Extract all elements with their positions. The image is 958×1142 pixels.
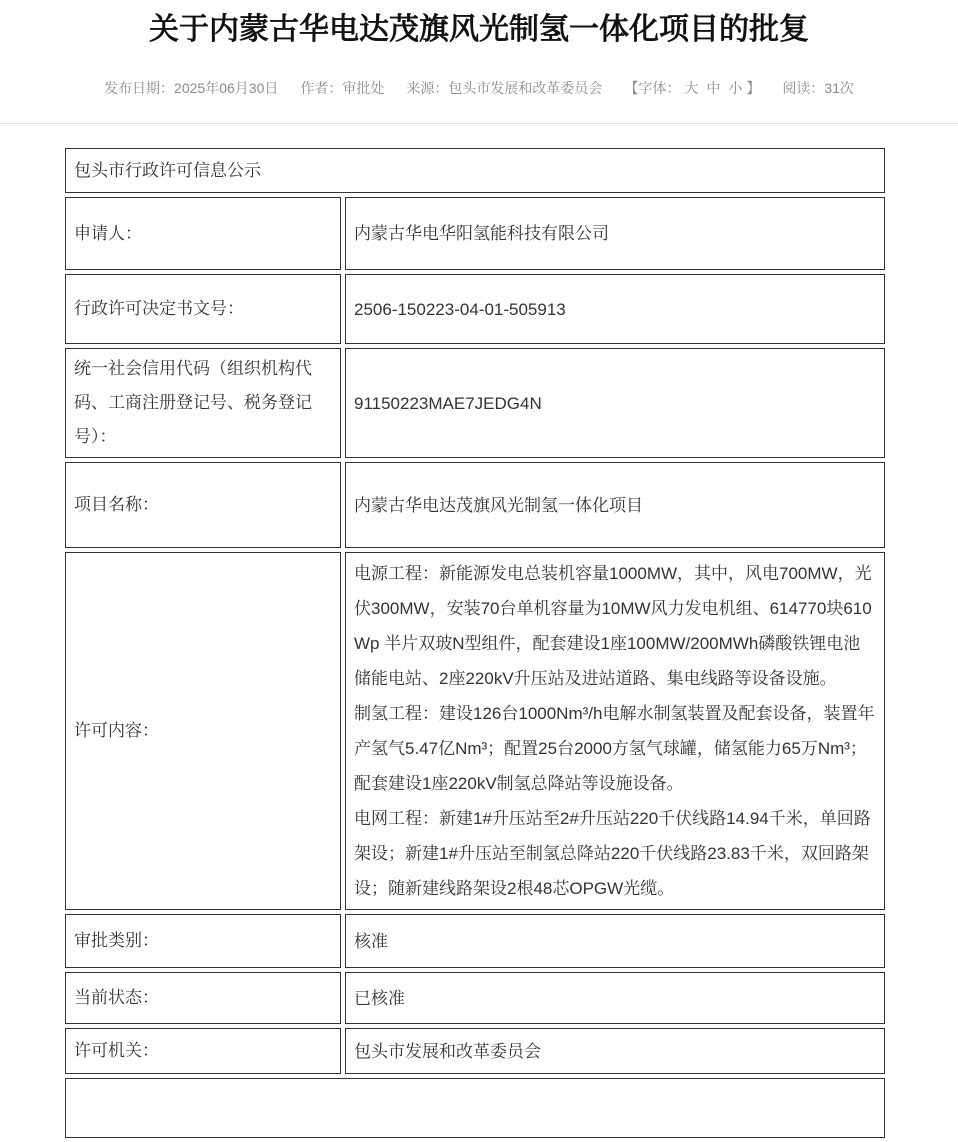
value-paragraph: 内蒙古华电华阳氢能科技有限公司 <box>354 224 609 243</box>
table-row <box>65 972 885 1024</box>
value-paragraph: 核准 <box>354 931 388 951</box>
row-value-cell <box>345 914 885 968</box>
row-label-cell: 许可内容： <box>65 552 341 910</box>
table-row <box>65 552 885 910</box>
row-value-cell <box>345 552 885 910</box>
font-size-large-link[interactable]: 大 <box>684 80 699 96</box>
row-value-cell <box>345 348 885 458</box>
row-label-cell: 许可机关： <box>65 1028 341 1074</box>
row-value-cell <box>345 1028 885 1074</box>
table-row <box>65 1028 885 1074</box>
source: 来源：包头市发展和改革委员会 <box>406 80 603 96</box>
value-paragraph: 电源工程：新能源发电总装机容量1000MW，其中，风电700MW，光伏300MW，安装70台单机容量为10MW风力发电机组、614770块610Wp 半片双玻N型组件，配套建设1座100MW/200MWh磷酸铁锂电池储能电站、2座220kV升压站及进站道路、集电线路等设备设施。 <box>354 564 872 688</box>
publish-date: 发布日期：2025年06月30日 <box>104 80 279 96</box>
font-size-small-link[interactable]: 小 <box>728 80 743 96</box>
row-label-cell: 项目名称： <box>65 462 341 548</box>
row-value-cell <box>345 462 885 548</box>
row-label-cell: 行政许可决定书文号： <box>65 274 341 344</box>
table-row <box>65 274 885 344</box>
value-paragraph: 包头市发展和改革委员会 <box>354 1041 541 1061</box>
row-value-cell <box>345 274 885 344</box>
table-row <box>65 914 885 968</box>
font-size-suffix: 】 <box>746 80 761 96</box>
page-title: 关于内蒙古华电达茂旗风光制氢一体化项目的批复 <box>149 13 809 46</box>
value-paragraph: 已核准 <box>354 988 405 1008</box>
row-value-cell <box>345 197 885 270</box>
row-label-cell: 当前状态： <box>65 972 341 1024</box>
font-size-medium-link[interactable]: 中 <box>706 80 721 96</box>
value-paragraph: 91150223MAE7JEDG4N <box>354 393 542 413</box>
value-paragraph: 2506-150223-04-01-505913 <box>354 299 566 319</box>
table-row <box>65 197 885 270</box>
value-paragraph: 内蒙古华电达茂旗风光制氢一体化项目 <box>354 495 643 515</box>
table-caption-row <box>65 148 885 193</box>
table-row-partial <box>65 1078 885 1138</box>
article-meta-bar <box>0 78 958 98</box>
table-row <box>65 462 885 548</box>
value-paragraph: 电网工程：新建1#升压站至2#升压站220千伏线路14.94千米，单回路架设；新建1#升压站至制氢总降站220千伏线路23.83千米，双回路架设；随新建线路架设2根48芯OPGW光缆。 <box>354 809 871 898</box>
value-paragraph: 制氢工程：建设126台1000Nm³/h电解水制氢装置及配套设备，装置年产氢气5.47亿Nm³；配置25台2000方氢气球罐，储氢能力65万Nm³；配套建设1座220kV制氢总降站等设施设备。 <box>354 704 875 793</box>
header-separator <box>0 123 958 124</box>
view-count: 阅读：31次 <box>782 80 854 96</box>
table-caption-cell: 包头市行政许可信息公示 <box>65 148 885 193</box>
font-size-prefix: 【字体： <box>624 80 681 96</box>
row-label-cell: 申请人： <box>65 197 341 270</box>
font-size-selector <box>624 78 760 98</box>
permit-info-table <box>61 144 889 1142</box>
author: 作者：审批处 <box>300 80 385 96</box>
row-label-cell: 审批类别： <box>65 914 341 968</box>
row-label-cell: 统一社会信用代码（组织机构代码、工商注册登记号、税务登记号）： <box>65 348 341 458</box>
table-row <box>65 348 885 458</box>
partial-row-cell <box>65 1078 885 1138</box>
row-value-cell <box>345 972 885 1024</box>
